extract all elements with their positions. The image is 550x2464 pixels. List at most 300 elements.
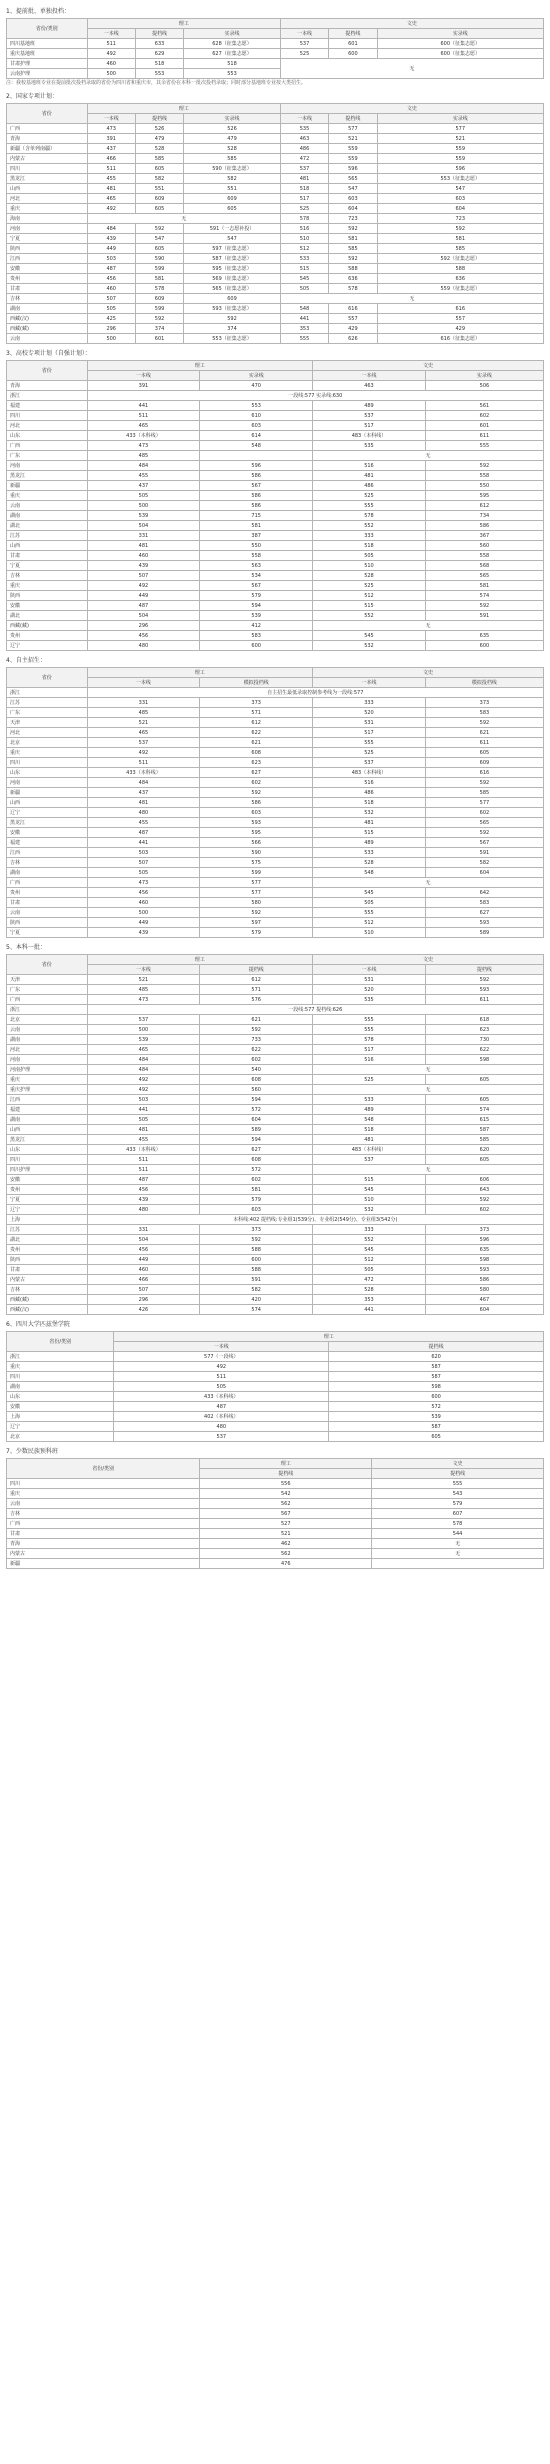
table-cell: 山东	[7, 431, 88, 441]
table-cell: 547	[135, 234, 183, 244]
table-row	[7, 591, 544, 601]
table-cell: 青海	[7, 381, 88, 391]
table-cell: 492	[87, 1085, 200, 1095]
table-cell: 505	[280, 284, 328, 294]
table-cell: 585	[329, 244, 377, 254]
table-cell: 591	[425, 848, 543, 858]
table-cell: 609	[184, 294, 281, 304]
table-cell: 天津	[7, 975, 88, 985]
table-row	[7, 501, 544, 511]
table-cell: 567	[200, 581, 313, 591]
table-cell: 甘肃护理	[7, 59, 88, 69]
table-cell: 439	[87, 928, 200, 938]
table-cell: 555	[313, 1025, 426, 1035]
table-header-row	[7, 371, 544, 381]
table-cell: 577	[377, 124, 543, 134]
table-cell: 484	[87, 461, 200, 471]
table-cell: 559	[329, 154, 377, 164]
table-cell: 441	[87, 1105, 200, 1115]
header-cell: 文史	[280, 104, 543, 114]
table-cell: 537	[313, 411, 426, 421]
table-cell: 525	[280, 204, 328, 214]
table-cell: 492	[87, 748, 200, 758]
table-cell: 578	[372, 1519, 544, 1529]
table-row	[7, 234, 544, 244]
table-cell: 489	[313, 838, 426, 848]
table-row	[7, 708, 544, 718]
table-cell: 627	[200, 768, 313, 778]
table-cell: 585	[377, 244, 543, 254]
table-row	[7, 1509, 544, 1519]
table-row	[7, 908, 544, 918]
table-cell: 441	[87, 401, 200, 411]
table-cell: 582	[425, 858, 543, 868]
table-cell: 518	[313, 798, 426, 808]
table-cell: 429	[377, 324, 543, 334]
table-cell: 505	[87, 868, 200, 878]
table-header-row	[7, 29, 544, 39]
table-cell: 483（本科线）	[313, 768, 426, 778]
header-cell: 理工	[87, 668, 313, 678]
table-cell: 586	[200, 471, 313, 481]
table-cell: 578	[329, 284, 377, 294]
table-row	[7, 778, 544, 788]
table-cell: 四川	[7, 1155, 88, 1165]
header-cell: 一本线	[87, 29, 135, 39]
table-cell: 504	[87, 611, 200, 621]
table-cell: 四川	[7, 1372, 114, 1382]
table-cell: 江西	[7, 254, 88, 264]
table-cell: 贵州	[7, 1185, 88, 1195]
table-row	[7, 521, 544, 531]
table-cell: 441	[313, 1305, 426, 1315]
table-cell: 563	[200, 561, 313, 571]
table-cell: 487	[87, 828, 200, 838]
header-cell: 理工	[87, 361, 313, 371]
table-cell: 296	[87, 1295, 200, 1305]
table-cell: 533	[313, 1095, 426, 1105]
table-cell: 520	[313, 985, 426, 995]
table-row	[7, 611, 544, 621]
table-cell: 500	[87, 501, 200, 511]
table-row	[7, 1362, 544, 1372]
table-cell: 505	[114, 1382, 329, 1392]
table-cell: 476	[200, 1559, 372, 1569]
table-cell: 425	[87, 314, 135, 324]
table-row	[7, 1095, 544, 1105]
table-row	[7, 1422, 544, 1432]
table-cell: 481	[87, 1125, 200, 1135]
table-cell: 520	[313, 708, 426, 718]
table-cell: 503	[87, 254, 135, 264]
table-cell: 492	[87, 49, 135, 59]
table-header-row	[7, 1459, 544, 1469]
table-header-row	[7, 965, 544, 975]
table-cell: 373	[200, 1225, 313, 1235]
table-cell: 辽宁	[7, 1205, 88, 1215]
table-cell: 河南	[7, 1055, 88, 1065]
table-cell: 603	[377, 194, 543, 204]
header-cell: 省份	[7, 668, 88, 688]
table-cell: 602	[200, 1175, 313, 1185]
header-cell: 提档线	[329, 114, 377, 124]
table-cell: 537	[87, 738, 200, 748]
table-cell: 507	[87, 571, 200, 581]
table-row	[7, 1175, 544, 1185]
none-cell: 无	[280, 59, 543, 79]
table-cell: 福建	[7, 1105, 88, 1115]
table-cell: 373	[200, 698, 313, 708]
table-cell: 537	[313, 1155, 426, 1165]
table-cell: 603	[200, 808, 313, 818]
table-cell: 525	[280, 49, 328, 59]
table-row	[7, 224, 544, 234]
table-cell: 606	[425, 1175, 543, 1185]
table-cell: 一段线:577 实录线:630	[87, 391, 543, 401]
table-cell: 陕西	[7, 918, 88, 928]
table-row	[7, 561, 544, 571]
table-cell: 重庆	[7, 204, 88, 214]
table-row	[7, 728, 544, 738]
table-cell: 528	[313, 858, 426, 868]
table-cell: 无	[313, 878, 544, 888]
section6-table	[6, 1331, 544, 1442]
table-cell: 553	[135, 69, 183, 79]
table-cell: 521	[377, 134, 543, 144]
table-cell: 511	[87, 39, 135, 49]
table-cell: 西藏(汉)	[7, 314, 88, 324]
table-cell: 宁夏	[7, 1195, 88, 1205]
table-row	[7, 641, 544, 651]
header-cell: 提档线	[329, 1342, 544, 1352]
table-row	[7, 1045, 544, 1055]
table-cell: 608	[200, 748, 313, 758]
table-cell: 525	[313, 1075, 426, 1085]
table-cell: 485	[87, 451, 200, 461]
table-row	[7, 688, 544, 698]
table-cell: 552	[313, 521, 426, 531]
table-cell: 海南	[7, 214, 88, 224]
table-cell: 492	[87, 204, 135, 214]
table-cell: 486	[280, 144, 328, 154]
table-cell: 无	[372, 1549, 544, 1559]
table-cell: 574	[200, 1305, 313, 1315]
table-cell: 无	[280, 294, 543, 304]
table-cell: 516	[280, 224, 328, 234]
table-row	[7, 1115, 544, 1125]
table-cell: 浙江	[7, 1352, 114, 1362]
table-cell: 585	[425, 1135, 543, 1145]
table-cell: 上海	[7, 1215, 88, 1225]
table-cell: 583	[200, 631, 313, 641]
table-cell: 449	[87, 244, 135, 254]
table-cell: 内蒙古	[7, 1549, 200, 1559]
table-cell: 500	[87, 69, 135, 79]
table-cell: 581	[200, 1185, 313, 1195]
table-row	[7, 194, 544, 204]
header-cell: 提档线	[329, 29, 377, 39]
table-row	[7, 1499, 544, 1509]
header-cell: 文史	[313, 668, 544, 678]
table-cell: 449	[87, 591, 200, 601]
table-cell: 新疆	[7, 1559, 200, 1569]
table-cell: 新疆	[7, 788, 88, 798]
table-cell: 宁夏	[7, 928, 88, 938]
table-row	[7, 1275, 544, 1285]
table-cell: 489	[313, 401, 426, 411]
table-cell: 河北	[7, 728, 88, 738]
table-cell: 481	[87, 184, 135, 194]
table-cell: 611	[425, 431, 543, 441]
table-cell: 571	[200, 985, 313, 995]
table-cell: 586	[425, 1275, 543, 1285]
table-cell: 629	[135, 49, 183, 59]
table-cell: 602	[425, 411, 543, 421]
table-cell: 602	[425, 1205, 543, 1215]
table-cell: 517	[280, 194, 328, 204]
table-row	[7, 888, 544, 898]
table-cell: 567	[200, 1509, 372, 1519]
table-cell: 532	[313, 641, 426, 651]
table-cell: 473	[87, 995, 200, 1005]
table-cell: 587（征集志愿）	[184, 254, 281, 264]
header-cell: 理工	[87, 955, 313, 965]
table-cell: 439	[87, 234, 135, 244]
table-cell: 492	[87, 1075, 200, 1085]
table-cell: 贵州	[7, 631, 88, 641]
table-cell: 595	[200, 828, 313, 838]
table-row	[7, 1085, 544, 1095]
table-cell: 555	[313, 1015, 426, 1025]
table-cell: 河南护理	[7, 1065, 88, 1075]
table-cell: 547	[329, 184, 377, 194]
table-cell: 592	[425, 718, 543, 728]
table-cell: 589	[200, 1125, 313, 1135]
header-cell: 文史	[313, 955, 544, 965]
table-cell: 西藏(藏)	[7, 621, 88, 631]
table-cell: 525	[313, 491, 426, 501]
table-row	[7, 798, 544, 808]
table-cell: 607	[372, 1509, 544, 1519]
table-cell: 辽宁	[7, 641, 88, 651]
table-cell: 547	[377, 184, 543, 194]
table-row	[7, 144, 544, 154]
table-row	[7, 928, 544, 938]
table-cell: 福建	[7, 401, 88, 411]
table-cell: 614	[200, 431, 313, 441]
table-cell: 557	[377, 314, 543, 324]
table-cell: 558	[200, 551, 313, 561]
table-cell: 604	[377, 204, 543, 214]
table-cell: 581	[377, 234, 543, 244]
table-cell: 545	[313, 631, 426, 641]
table-row	[7, 1195, 544, 1205]
table-cell: 580	[425, 1285, 543, 1295]
table-cell: 537	[313, 758, 426, 768]
section2-table	[6, 103, 544, 344]
table-row	[7, 481, 544, 491]
table-cell: 455	[87, 471, 200, 481]
table-cell: 592	[200, 908, 313, 918]
header-cell: 提档线	[135, 114, 183, 124]
table-row	[7, 174, 544, 184]
table-row	[7, 391, 544, 401]
table-cell: 574	[425, 1105, 543, 1115]
table-row	[7, 1005, 544, 1015]
table-cell: 588	[200, 1245, 313, 1255]
table-cell: 572	[200, 1165, 313, 1175]
table-cell: 567	[425, 838, 543, 848]
table-cell: 568	[425, 561, 543, 571]
table-cell: 374	[184, 324, 281, 334]
table-cell: 733	[200, 1035, 313, 1045]
table-cell: 626	[329, 334, 377, 344]
table-cell: 603	[200, 421, 313, 431]
table-cell: 556	[200, 1479, 372, 1489]
table-cell: 545	[313, 888, 426, 898]
table-cell: 528	[313, 571, 426, 581]
table-cell: 487	[87, 264, 135, 274]
table-cell: 603	[329, 194, 377, 204]
table-row	[7, 1305, 544, 1315]
table-cell: 492	[87, 581, 200, 591]
table-cell: 551	[135, 184, 183, 194]
header-cell: 省份/类别	[7, 19, 88, 39]
table-cell: 592	[184, 314, 281, 324]
table-cell: 591（一志愿补投）	[184, 224, 281, 234]
table-cell: 广东	[7, 708, 88, 718]
table-cell: 596	[329, 164, 377, 174]
table-cell: 贵州	[7, 274, 88, 284]
table-cell: 627（征集志愿）	[184, 49, 281, 59]
table-cell: 455	[87, 818, 200, 828]
table-cell: 596	[200, 461, 313, 471]
table-cell: 599	[135, 264, 183, 274]
table-cell: 456	[87, 888, 200, 898]
table-cell: 北京	[7, 738, 88, 748]
table-cell: 青海	[7, 134, 88, 144]
table-row	[7, 274, 544, 284]
table-cell: 528	[184, 144, 281, 154]
table-cell: 333	[313, 1225, 426, 1235]
table-cell: 600	[200, 1255, 313, 1265]
header-cell: 省份	[7, 955, 88, 975]
table-cell: 612	[200, 975, 313, 985]
table-cell: 480	[87, 641, 200, 651]
table-row	[7, 1255, 544, 1265]
table-cell: 539	[87, 1035, 200, 1045]
table-cell: 602	[425, 808, 543, 818]
table-cell: 592	[329, 224, 377, 234]
table-cell: 559	[377, 144, 543, 154]
table-cell: 浙江	[7, 1005, 88, 1015]
table-cell: 内蒙古	[7, 1275, 88, 1285]
table-cell: 545	[280, 274, 328, 284]
table-cell: 627	[425, 908, 543, 918]
table-cell: 青海	[7, 1539, 200, 1549]
table-cell: 605	[425, 1155, 543, 1165]
table-cell: 589	[425, 928, 543, 938]
table-row	[7, 1075, 544, 1085]
table-cell: 429	[329, 324, 377, 334]
table-cell: 608	[200, 1075, 313, 1085]
table-cell: 一段线:577 提档线:626	[87, 1005, 543, 1015]
table-cell: 437	[87, 481, 200, 491]
table-cell: 507	[87, 858, 200, 868]
table-cell: 591	[425, 611, 543, 621]
table-row	[7, 1539, 544, 1549]
table-cell: 527	[200, 1519, 372, 1529]
table-cell: 562	[200, 1549, 372, 1559]
table-cell: 湖南	[7, 304, 88, 314]
table-cell: 587	[329, 1372, 544, 1382]
table-cell: 无	[372, 1539, 544, 1549]
table-row	[7, 1205, 544, 1215]
table-cell: 715	[200, 511, 313, 521]
table-cell: 579	[372, 1499, 544, 1509]
table-cell: 604	[200, 1115, 313, 1125]
table-cell: 580	[200, 898, 313, 908]
table-row	[7, 401, 544, 411]
table-cell: 595	[425, 491, 543, 501]
table-cell: 535	[280, 124, 328, 134]
table-row	[7, 808, 544, 818]
table-cell: 555	[313, 738, 426, 748]
table-row	[7, 748, 544, 758]
table-cell: 安徽	[7, 1402, 114, 1412]
table-cell: 531	[313, 975, 426, 985]
table-cell: 611	[425, 738, 543, 748]
table-cell: 560	[425, 541, 543, 551]
header-cell: 模拟投档线	[200, 678, 313, 688]
table-cell: 604	[425, 868, 543, 878]
table-cell: 479	[184, 134, 281, 144]
table-cell: 565（征集志愿）	[184, 284, 281, 294]
table-cell: 四川	[7, 1479, 200, 1489]
table-cell: 天津	[7, 718, 88, 728]
table-cell: 516	[313, 1055, 426, 1065]
header-cell: 文史	[372, 1459, 544, 1469]
table-cell: 山东	[7, 1392, 114, 1402]
table-cell: 505	[87, 304, 135, 314]
table-cell: 515	[280, 264, 328, 274]
table-cell: 433（本科线）	[87, 431, 200, 441]
table-cell: 456	[87, 1245, 200, 1255]
header-cell: 文史	[313, 361, 544, 371]
table-cell: 535	[313, 441, 426, 451]
table-cell: 487	[87, 1175, 200, 1185]
table-cell: 623	[425, 1025, 543, 1035]
table-cell: 612	[200, 718, 313, 728]
table-cell: 462	[200, 1539, 372, 1549]
table-cell: 616（征集志愿）	[377, 334, 543, 344]
table-cell: 604	[329, 204, 377, 214]
table-cell: 四川护理	[7, 1165, 88, 1175]
table-cell: 578	[313, 511, 426, 521]
table-row	[7, 1559, 544, 1569]
table-row	[7, 59, 544, 69]
table-cell: 本科线:402 提档线:专业组1(539分)、专业组2(549分)、专业组3(542分)	[87, 1215, 543, 1225]
table-cell: 590	[200, 848, 313, 858]
table-cell: 481	[313, 471, 426, 481]
table-cell: 578	[135, 284, 183, 294]
table-cell: 河南	[7, 461, 88, 471]
table-cell: 548	[313, 1115, 426, 1125]
table-row	[7, 39, 544, 49]
table-cell: 593（征集志愿）	[184, 304, 281, 314]
table-cell: 525	[313, 581, 426, 591]
table-cell: 480	[87, 808, 200, 818]
